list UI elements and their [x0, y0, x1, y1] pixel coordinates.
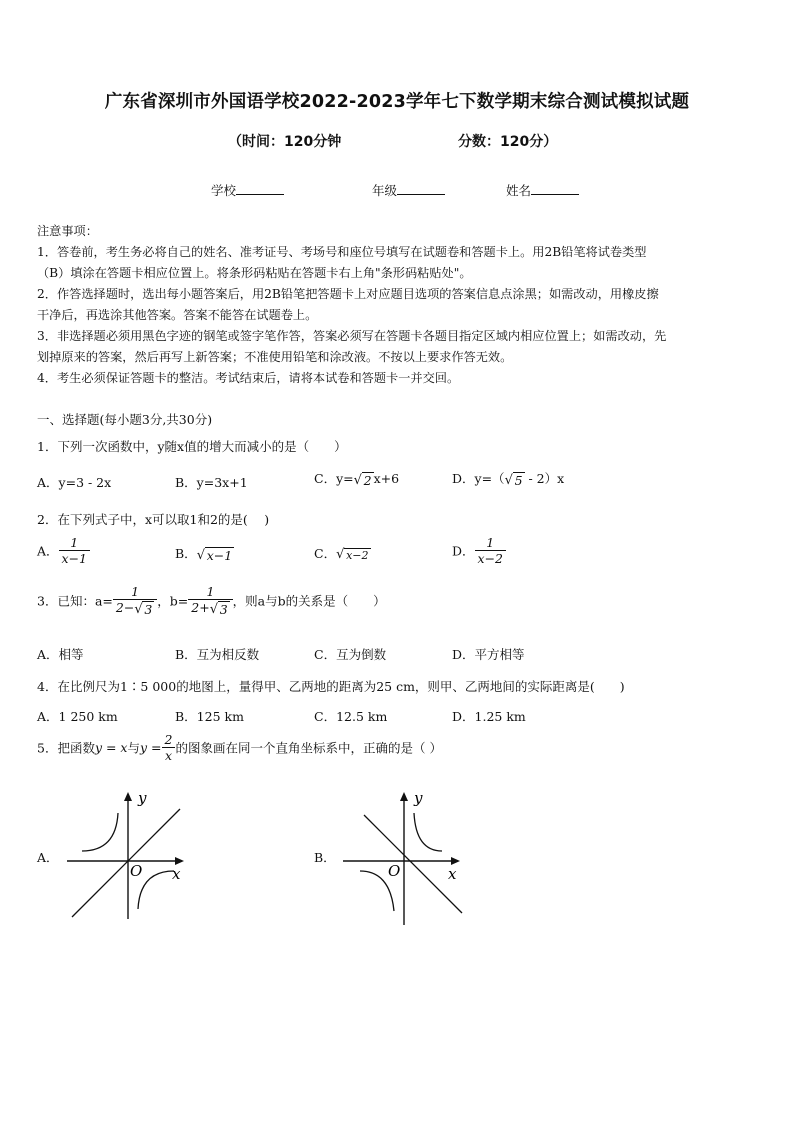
q3-option-c: C．互为倒数 — [314, 647, 387, 662]
notes-heading: 注意事项： — [37, 224, 98, 238]
axis-x-label: x — [448, 865, 457, 883]
x-axis-arrow — [175, 857, 184, 865]
x-axis-arrow — [451, 857, 460, 865]
school-field — [211, 181, 284, 199]
q3-option-b: B．互为相反数 — [175, 647, 260, 662]
note-line: 1．答卷前，考生务必将自己的姓名、准考证号、考场号和座位号填写在试题卷和答题卡上。用2B铅笔将试卷类型 — [37, 245, 647, 259]
q1-option-c: C．y= √ 2 x+6 — [314, 471, 400, 488]
note-line: （B）填涂在答题卡相应位置上。将条形码粘贴在答题卡右上角"条形码粘贴处"。 — [37, 266, 472, 280]
q4-option-c: C．12.5 km — [314, 709, 388, 724]
fraction-b: 1 2+ √ 3 — [188, 584, 232, 617]
q2-option-d: D． $\frac{1}{x-2}$ — [452, 535, 506, 566]
notes-block — [37, 221, 666, 389]
q5-graph-a — [62, 785, 192, 925]
name-blank — [531, 182, 579, 195]
sqrt-expression: √ x−1 — [196, 547, 233, 563]
fraction-a: 1 2− √ 3 — [113, 584, 157, 617]
school-label: 学校 — [211, 183, 237, 198]
origin-label: O — [388, 862, 401, 880]
q4-option-d: D．1.25 km — [452, 709, 526, 724]
grade-label: 年级 — [372, 183, 398, 198]
y-axis-arrow — [400, 792, 408, 801]
q1-option-b: B．y=3x+1 — [175, 475, 248, 490]
hyperbola-branch — [82, 813, 118, 851]
note-line: 2．作答选择题时，选出每小题答案后，用2B铅笔把答题卡上对应题目选项的答案信息点涂黑；如需改动，用橡皮擦 — [37, 287, 659, 301]
fraction: $\frac{2}{x}$ — [162, 732, 176, 763]
exam-score: 分数：120分） — [458, 134, 558, 150]
sqrt-expression: √ 2 — [353, 472, 372, 488]
sqrt-expression: √ x−2 — [336, 546, 369, 562]
section-heading: 一、选择题(每小题3分,共30分) — [37, 412, 213, 427]
q1-option-d: D．y=（ √ 5 - 2）x — [452, 471, 565, 488]
axis-y-label: y — [414, 789, 423, 807]
q3-option-d: D．平方相等 — [452, 647, 525, 662]
question-3-stem: 3．已知：a= 1 2− √ 3 ，b= 1 2+ √ 3 ，则a与b的关系是（ ） — [37, 584, 386, 617]
q2-option-b: B． √ x−1 — [175, 546, 233, 563]
q2-option-a: A． $\frac{1}{x-1}$ — [37, 535, 90, 566]
question-2-stem: 2．在下列式子中，x可以取1和2的是( ) — [37, 512, 270, 527]
question-4-stem: 4．在比例尺为1∶5 000的地图上，量得甲、乙两地的距离为25 cm，则甲、乙两地间的实际距离是( ) — [37, 679, 625, 694]
q5-option-b-label: B． — [314, 850, 336, 865]
page-title: 广东省深圳市外国语学校2022-2023学年七下数学期末综合测试模拟试题 — [104, 92, 690, 112]
axis-y-label: y — [138, 789, 147, 807]
hyperbola-branch — [138, 871, 174, 909]
line-y-equals-neg-x — [364, 815, 462, 913]
q5-option-a-label: A． — [37, 850, 59, 865]
note-line: 划掉原来的答案，然后再写上新答案；不准使用铅笔和涂改液。不按以上要求作答无效。 — [37, 350, 513, 364]
name-field — [506, 181, 579, 199]
line-y-equals-x — [72, 809, 180, 917]
school-blank — [236, 182, 284, 195]
question-1-stem: 1．下列一次函数中，y随x值的增大而减小的是（ ） — [37, 439, 347, 454]
grade-blank — [397, 182, 445, 195]
q4-option-a: A．1 250 km — [37, 709, 118, 724]
origin-label: O — [130, 862, 143, 880]
hyperbola-branch — [414, 813, 442, 851]
exam-time: （时间：120分钟 — [228, 134, 342, 150]
note-line: 干净后，再选涂其他答案。答案不能答在试题卷上。 — [37, 308, 318, 322]
q1-option-a: A．y=3 - 2x — [37, 475, 112, 490]
sqrt-expression: √ 5 — [504, 472, 523, 488]
q5-graph-b — [338, 785, 468, 930]
fraction: $\frac{1}{x-2}$ — [475, 535, 506, 566]
question-5-stem: 5．把函数y = x与y = $\frac{2}{x}$ 的图象画在同一个直角坐标系中，正确的是（ ） — [37, 732, 442, 763]
q2-option-c: C． √ x−2 — [314, 546, 369, 562]
name-label: 姓名 — [506, 183, 532, 198]
y-axis-arrow — [124, 792, 132, 801]
note-line: 4．考生必须保证答题卡的整洁。考试结束后，请将本试卷和答题卡一并交回。 — [37, 371, 460, 385]
q3-option-a: A．相等 — [37, 647, 84, 662]
axis-x-label: x — [172, 865, 181, 883]
note-line: 3．非选择题必须用黑色字迹的钢笔或签字笔作答，答案必须写在答题卡各题目指定区域内相应位置上；如需改动，先 — [37, 329, 667, 343]
q4-option-b: B．125 km — [175, 709, 244, 724]
fraction: $\frac{1}{x-1}$ — [59, 535, 90, 566]
grade-field — [372, 181, 445, 199]
